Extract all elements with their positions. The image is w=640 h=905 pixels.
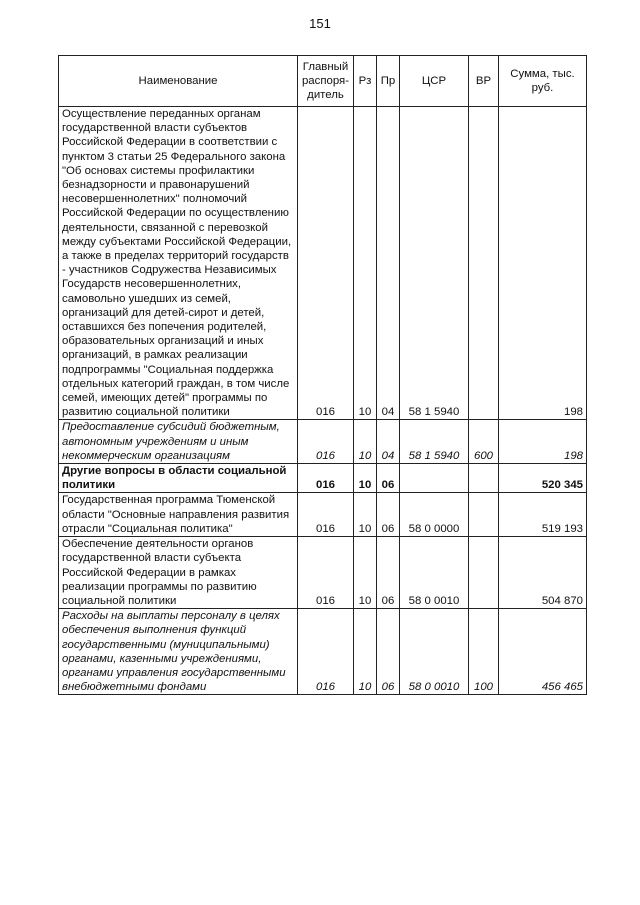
- row-csr: 58 1 5940: [400, 420, 469, 464]
- row-vr: [469, 107, 499, 420]
- table-row: [59, 107, 587, 420]
- table-row: [59, 537, 587, 609]
- row-csr: 58 1 5940: [400, 107, 469, 420]
- row-sum: 520 345: [499, 464, 587, 493]
- row-gr: 016: [298, 493, 354, 537]
- row-name: Предоставление субсидий бюджетным, автономным учреждениям и иным некоммерческим организациям: [59, 420, 298, 464]
- row-csr: 58 0 0000: [400, 493, 469, 537]
- row-sum: 456 465: [499, 609, 587, 695]
- row-vr: [469, 537, 499, 609]
- row-gr: 016: [298, 464, 354, 493]
- row-vr: 600: [469, 420, 499, 464]
- row-gr: 016: [298, 107, 354, 420]
- row-name: Осуществление переданных органам государственной власти субъектов Российской Федерации в соответствии с пунктом 3 статьи 25 Федерального закона "Об основах системы профилактики безнадзорности и правонарушений несовершеннолетних" полномочий Российской Федерации по осуществлению деятельности, связанной с перевозкой между субъектами Российской Федерации, а также в пределах территорий государств - участников Содружества Независимых Государств несовершеннолетних, самовольно ушедших из семей, организаций для детей-сирот и детей, оставшихся без попечения родителей, образовательных организаций и иных организаций, в рамках реализации подпрограммы "Социальная поддержка отдельных категорий граждан, в том числе семей, имеющих детей" программы по развитию социальной политики: [59, 107, 298, 420]
- row-name: Другие вопросы в области социальной политики: [59, 464, 298, 493]
- row-pr: 04: [377, 107, 400, 420]
- row-pr: 06: [377, 464, 400, 493]
- header-row: [59, 56, 587, 107]
- row-vr: 100: [469, 609, 499, 695]
- row-pr: 06: [377, 493, 400, 537]
- row-gr: 016: [298, 609, 354, 695]
- table-body: [59, 107, 587, 695]
- row-sum: 519 193: [499, 493, 587, 537]
- header-pr: Пр: [377, 56, 400, 107]
- row-csr: 58 0 0010: [400, 609, 469, 695]
- row-sum: 198: [499, 420, 587, 464]
- row-rz: 10: [354, 107, 377, 420]
- table-row: [59, 609, 587, 695]
- row-vr: [469, 464, 499, 493]
- budget-table: [58, 55, 587, 695]
- row-pr: 06: [377, 609, 400, 695]
- row-csr: 58 0 0010: [400, 537, 469, 609]
- row-rz: 10: [354, 493, 377, 537]
- row-name: Расходы на выплаты персоналу в целях обеспечения выполнения функций государственными (муниципальными) органами, казенными учреждениями, органами управления государственными внебюджетными фондами: [59, 609, 298, 695]
- row-rz: 10: [354, 464, 377, 493]
- row-name: Государственная программа Тюменской области "Основные направления развития отрасли "Социальная политика": [59, 493, 298, 537]
- row-pr: 06: [377, 537, 400, 609]
- row-csr: [400, 464, 469, 493]
- row-sum: 198: [499, 107, 587, 420]
- row-rz: 10: [354, 537, 377, 609]
- header-sum: Сумма, тыс. руб.: [499, 56, 587, 107]
- header-rz: Рз: [354, 56, 377, 107]
- row-name: Обеспечение деятельности органов государственной власти субъекта Российской Федерации в рамках реализации программы по развитию социальной политики: [59, 537, 298, 609]
- header-name: Наименование: [59, 56, 298, 107]
- header-csr: ЦСР: [400, 56, 469, 107]
- page-number: 151: [309, 16, 331, 31]
- table-row: [59, 464, 587, 493]
- row-gr: 016: [298, 420, 354, 464]
- row-rz: 10: [354, 609, 377, 695]
- table-header: [59, 56, 587, 107]
- table-row: [59, 493, 587, 537]
- row-vr: [469, 493, 499, 537]
- row-sum: 504 870: [499, 537, 587, 609]
- table-row: [59, 420, 587, 464]
- row-gr: 016: [298, 537, 354, 609]
- row-rz: 10: [354, 420, 377, 464]
- header-vr: ВР: [469, 56, 499, 107]
- header-main-manager: Главный распоря-дитель: [298, 56, 354, 107]
- row-pr: 04: [377, 420, 400, 464]
